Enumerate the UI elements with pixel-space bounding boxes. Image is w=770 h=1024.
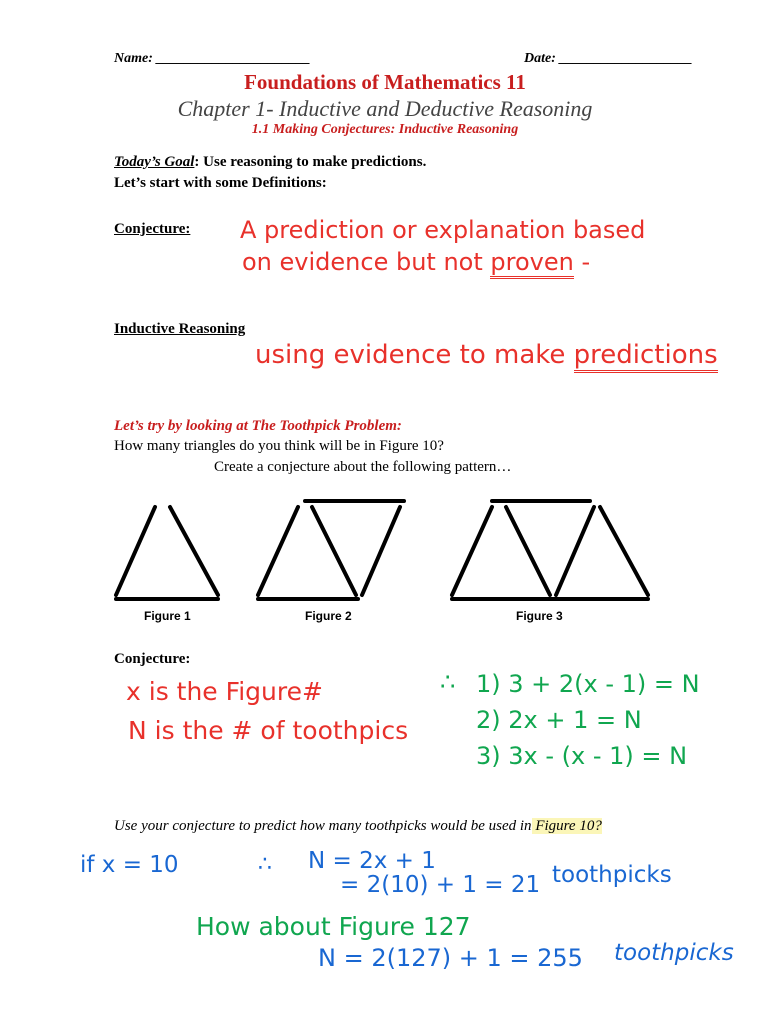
figure-1-drawing [116,507,218,599]
chapter-subtitle: Chapter 1- Inductive and Deductive Reasoning [177,96,593,121]
inductive-label: Inductive Reasoning [114,321,246,337]
n-definition: N is the # of toothpics [128,716,409,745]
toothpick-heading: Let’s try by looking at The Toothpick Problem: [114,418,402,434]
figure-3-drawing [452,501,648,599]
toothpicks-label-1: toothpicks [552,862,672,888]
toothpick-instruction: Create a conjecture about the following pattern… [214,459,512,475]
name-field: Name: ______________________ [114,51,311,66]
goal-text: : Use reasoning to make predictions. [194,154,427,170]
figure-10-highlight: Figure 10? [531,818,602,834]
page-title: Foundations of Mathematics 11 [244,70,526,94]
if-x-equals-10: if x = 10 [80,852,179,878]
formula-1: 1) 3 + 2(x - 1) = N [476,670,700,698]
therefore-symbol-2: ∴ [258,852,272,877]
toothpick-question: How many triangles do you think will be in Figure 10? [114,438,444,454]
proven-word: proven [490,248,573,279]
figure-2-label: Figure 2 [305,609,352,623]
formula-2: 2) 2x + 1 = N [476,706,642,734]
figure-1-label: Figure 1 [144,609,191,623]
work-line-1: N = 2x + 1 [308,848,436,874]
work-line-3: N = 2(127) + 1 = 255 [318,944,583,972]
conjecture-label: Conjecture: [114,221,191,237]
x-definition: x is the Figure# [126,677,323,706]
formula-3: 3) 3x - (x - 1) = N [476,742,688,770]
predictions-word: predictions [574,340,718,373]
inductive-answer: using evidence to make predictions [255,340,718,370]
goal-label: Today’s Goal [114,154,195,170]
predict-question: Use your conjecture to predict how many toothpicks would be used in Figure 10? [114,818,602,834]
figure-2-drawing [258,501,404,599]
toothpick-figures [100,495,660,605]
conjecture-answer-line1: A prediction or explanation based [240,216,646,244]
toothpicks-label-2: toothpicks [614,940,734,966]
definitions-intro: Let’s start with some Definitions: [114,175,327,191]
how-about-figure-127: How about Figure 127 [196,912,471,941]
conjecture2-label: Conjecture: [114,651,191,667]
goal-line [114,154,426,171]
figure-3-label: Figure 3 [516,609,563,623]
date-field: Date: ___________________ [524,51,693,66]
therefore-symbol-1: ∴ [440,668,456,696]
work-line-2: = 2(10) + 1 = 21 [340,872,541,898]
section-heading: 1.1 Making Conjectures: Inductive Reasoning [251,122,519,137]
conjecture-answer-line2: on evidence but not proven - [242,248,590,276]
